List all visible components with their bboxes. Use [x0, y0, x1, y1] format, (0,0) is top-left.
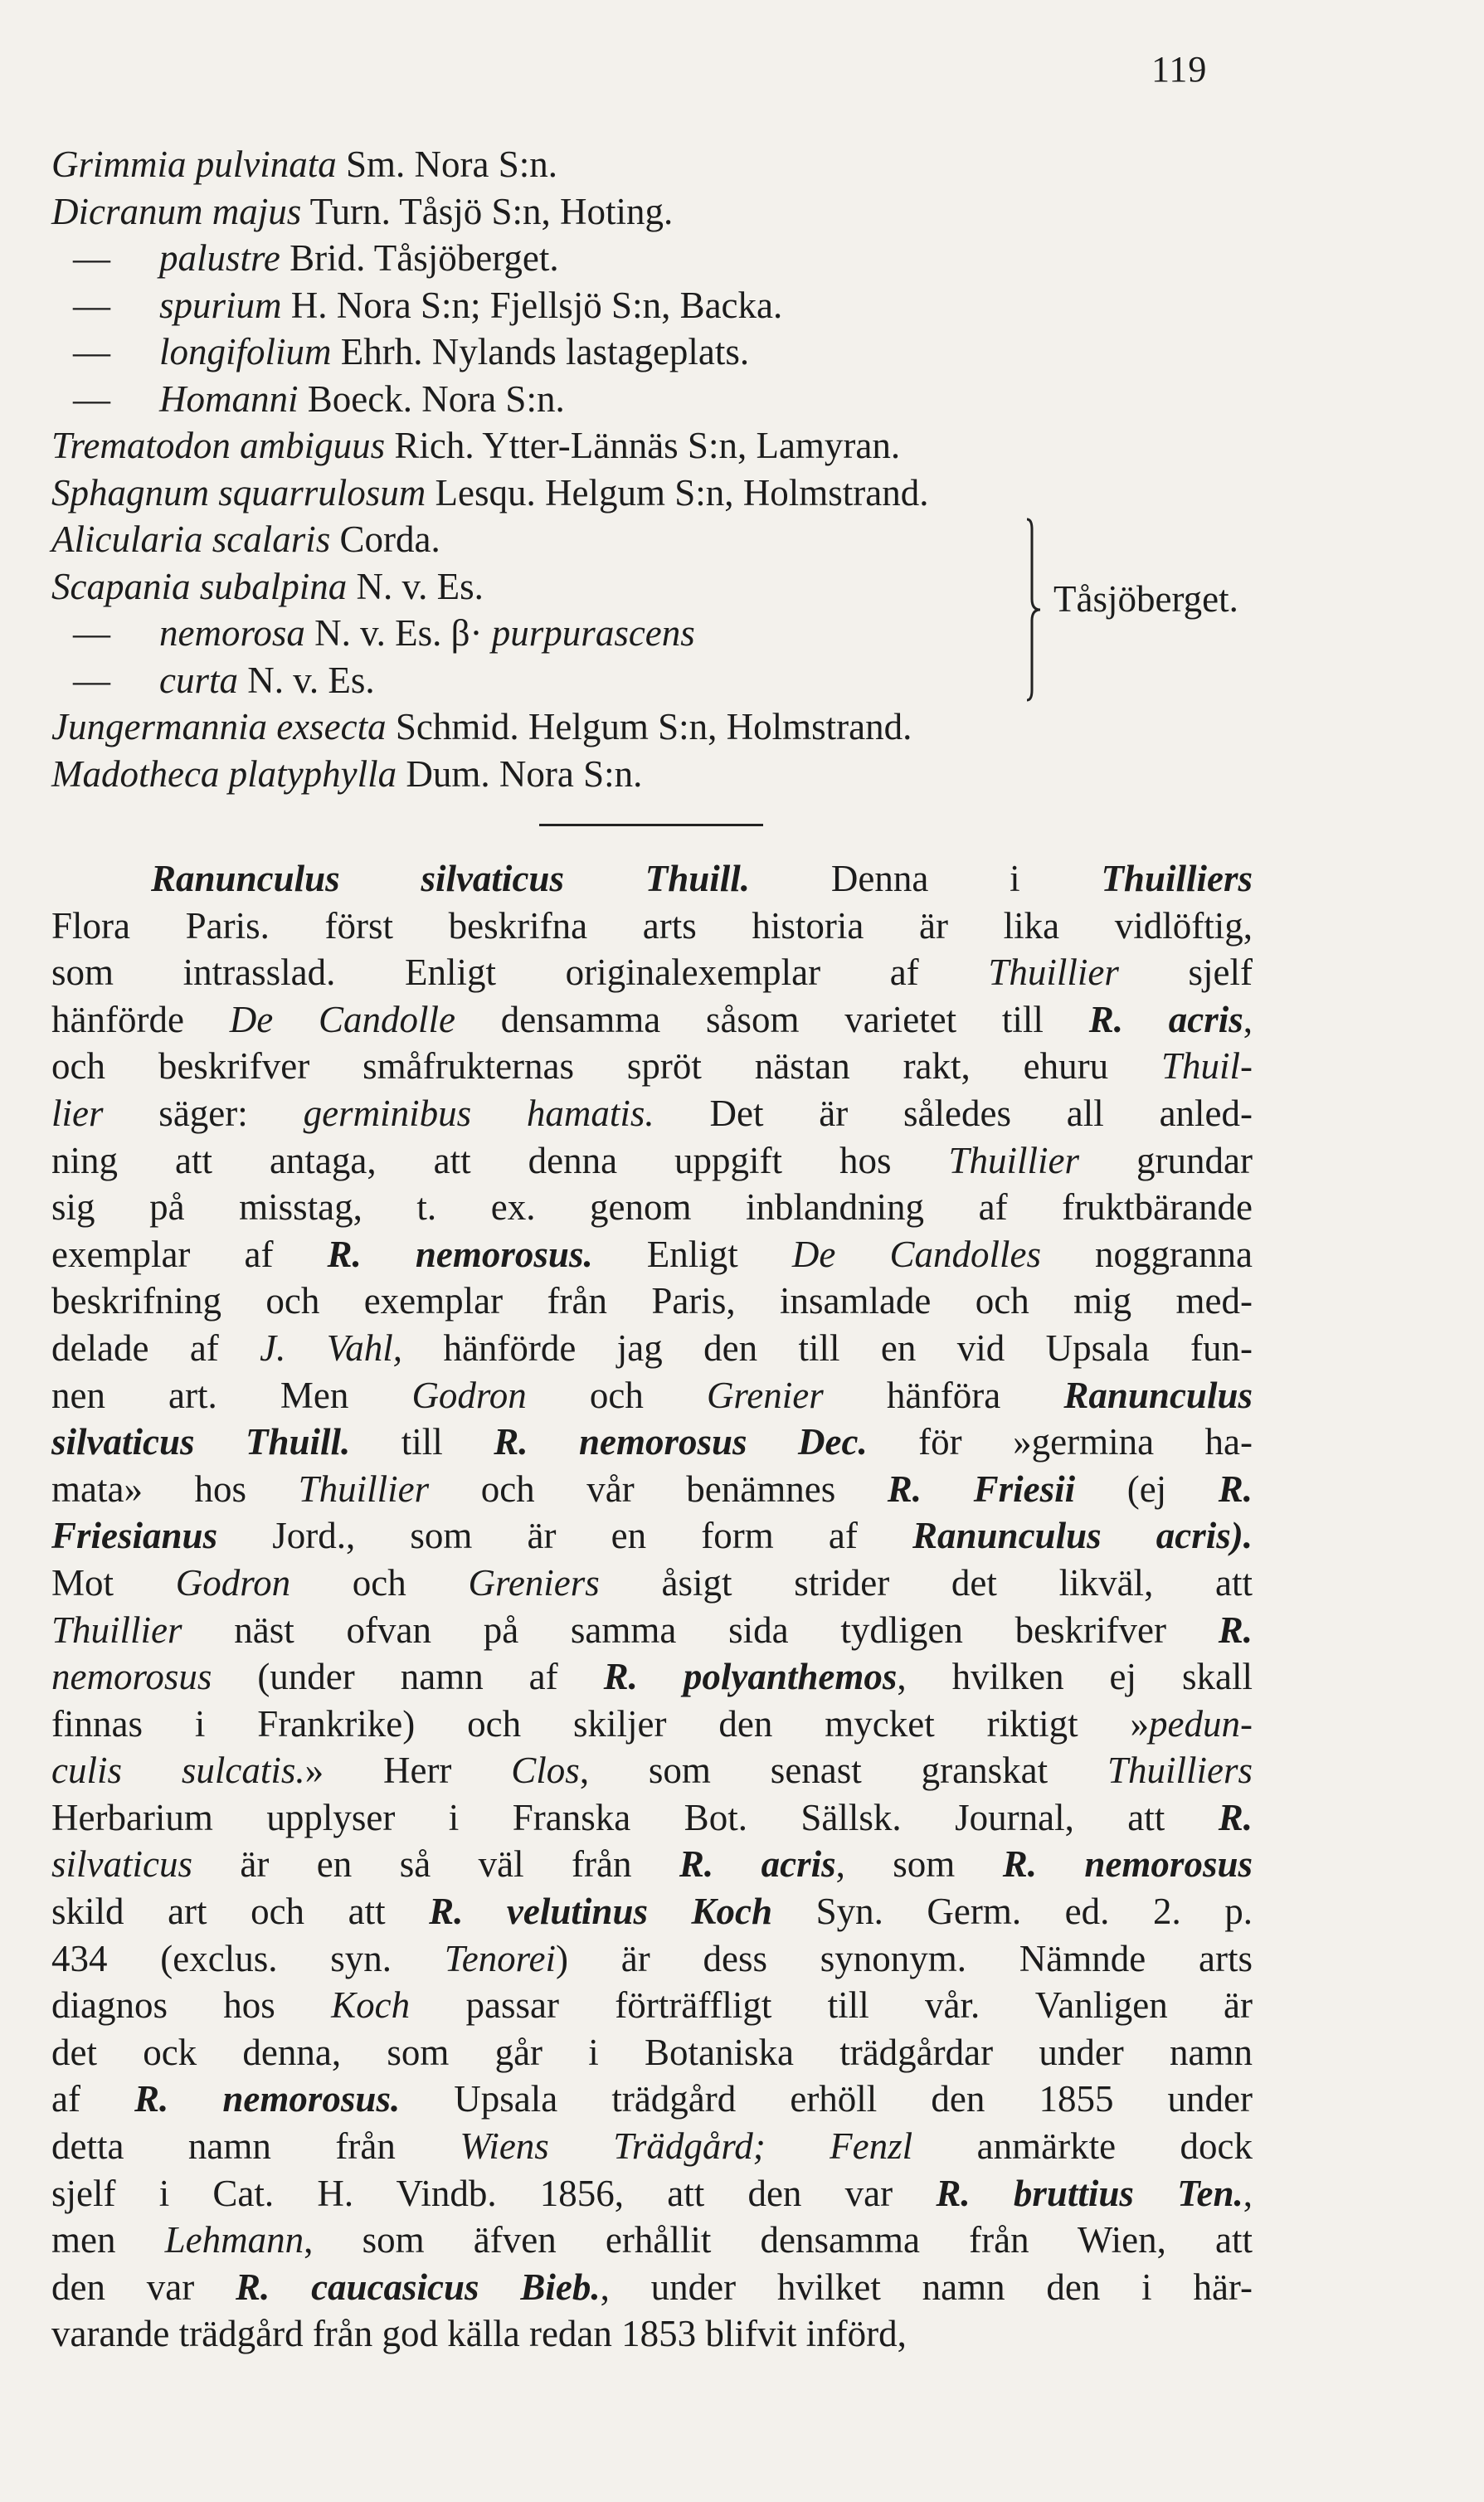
text-run: , [1243, 998, 1253, 1040]
text-run: , som [835, 1843, 1003, 1886]
paragraph-line [51, 2123, 1253, 2170]
species-entry [51, 329, 1345, 376]
text-run: det ock denna, som går i Botaniska trädgårdar under namn [51, 2031, 1253, 2073]
ditto-dash: — [73, 284, 110, 326]
species-name: spurium [159, 284, 282, 326]
text-run: hänförde [51, 998, 230, 1040]
text-run: (ej [1075, 1468, 1219, 1510]
species-detail: Schmid. Helgum S:n, Holmstrand. [386, 706, 912, 747]
italic-run: silvaticus Thuill. [51, 1421, 351, 1463]
text-run: Flora Paris. först beskrifna arts historia är lika vidlöftig, [51, 904, 1253, 947]
text-run: nen art. Men [51, 1374, 412, 1416]
species-entry [51, 610, 1345, 657]
italic-run: Thuillier [948, 1139, 1080, 1181]
species-entry [51, 235, 1345, 282]
paragraph-line [51, 2029, 1253, 2076]
italic-run: Koch [331, 1984, 411, 2027]
italic-run: R. polyanthemos [603, 1656, 898, 1698]
text-run: mata» hos [51, 1468, 299, 1510]
text-run: detta namn från [51, 2125, 460, 2168]
paragraph-line [51, 949, 1253, 996]
text-run: Denna i [750, 858, 1102, 899]
text-run: varande trädgård från god källa redan 1853 blifvit införd, [51, 2313, 907, 2355]
species-entry [51, 282, 1345, 329]
paragraph-line [51, 1794, 1253, 1842]
text-run: exemplar af [51, 1233, 328, 1275]
italic-run: Ranunculus [1063, 1374, 1253, 1416]
species-detail: Rich. Ytter-Lännäs S:n, Lamyran. [385, 425, 901, 466]
text-run: grundar [1079, 1139, 1253, 1181]
text-run: , hvilken ej skall [897, 1656, 1253, 1698]
italic-run: Greniers [468, 1561, 600, 1604]
italic-run: silvaticus [51, 1843, 192, 1886]
text-run: Herbarium upplyser i Franska Bot. Sällsk. Journal, att [51, 1796, 1219, 1838]
paragraph-line [51, 2310, 1253, 2358]
species-detail: Dum. Nora S:n. [397, 752, 643, 795]
italic-run: Ranunculus silvaticus Thuill. [151, 858, 751, 899]
italic-run: Thuillier [51, 1609, 182, 1651]
italic-run: R. velutinus Koch [429, 1891, 773, 1933]
paragraph-line [51, 1560, 1253, 1607]
species-name: longifolium [159, 331, 332, 372]
paragraph-line [51, 1184, 1253, 1231]
text-run: ning att antaga, att denna uppgift hos [51, 1139, 949, 1181]
italic-run: Thuillier [298, 1468, 430, 1510]
species-name: Scapania subalpina [51, 565, 348, 607]
italic-run: R. Friesii [887, 1468, 1076, 1510]
italic-run: R. caucasicus Bieb. [236, 2266, 601, 2308]
italic-run: R. [1218, 1468, 1253, 1510]
paragraph-line [51, 1935, 1253, 1983]
text-run: Jord., som är en form af [217, 1515, 912, 1557]
paragraph-line [51, 1653, 1253, 1701]
paragraph-line [51, 1043, 1253, 1090]
body-paragraph [51, 855, 1253, 2358]
text-run: , som äfven erhållit densamma från Wien, att [304, 2219, 1253, 2261]
text-run: är en så väl från [192, 1843, 679, 1886]
species-variety-marker: β· [450, 612, 492, 654]
paragraph-line [51, 1231, 1253, 1278]
text-run: anmärkte dock [912, 2125, 1253, 2168]
text-run: den var [51, 2266, 236, 2308]
italic-run: lier [51, 1092, 104, 1134]
text-run: och [526, 1374, 707, 1416]
paragraph-line [51, 2076, 1253, 2123]
italic-run: R. nemorosus Dec. [494, 1421, 868, 1463]
species-name: palustre [159, 237, 280, 279]
text-run: ) är dess synonym. Nämnde arts [555, 1937, 1253, 1979]
italic-run: Clos [511, 1750, 580, 1792]
species-name: Grimmia pulvinata [51, 144, 337, 185]
species-name: Alicularia scalaris [51, 518, 331, 560]
text-run: Mot [51, 1561, 176, 1604]
text-run: af [51, 2078, 135, 2120]
ditto-dash: — [73, 659, 110, 701]
text-run: sjelf i Cat. H. Vindb. 1856, att den var [51, 2172, 937, 2214]
paragraph-line [51, 1419, 1253, 1466]
italic-run: Thuillier [988, 952, 1119, 994]
text-run: Det är således all anled- [654, 1092, 1253, 1134]
paragraph-line [51, 2217, 1253, 2264]
paragraph-line [51, 1466, 1253, 1513]
text-run: delade af [51, 1326, 260, 1369]
paragraph-line [51, 903, 1253, 950]
page-number: 119 [1151, 49, 1208, 90]
text-run: hänförde jag den till en vid Upsala fun- [402, 1326, 1253, 1369]
species-detail: H. Nora S:n; Fjellsjö S:n, Backa. [281, 284, 783, 326]
species-entry [51, 563, 1345, 611]
text-run: och [290, 1561, 469, 1604]
species-detail: Lesqu. Helgum S:n, Holmstrand. [426, 471, 929, 514]
species-entry [51, 376, 1345, 423]
text-run: 434 (exclus. syn. [51, 1937, 445, 1979]
species-detail: Turn. Tåsjö S:n, Hoting. [301, 190, 674, 232]
italic-run: pedun- [1149, 1702, 1253, 1745]
italic-run: R. [1218, 1609, 1253, 1651]
grouped-location: Tåsjöberget. [1053, 578, 1238, 620]
species-detail: Ehrh. Nylands lastageplats. [331, 331, 750, 372]
text-run: sjelf [1118, 952, 1253, 994]
species-name: Homanni [159, 377, 299, 420]
text-run: näst ofvan på samma sida tydligen beskrifver [182, 1609, 1219, 1651]
species-list [51, 141, 1345, 797]
italic-run: Tenorei [444, 1937, 556, 1979]
paragraph-line [51, 996, 1253, 1044]
text-run: » Herr [304, 1750, 512, 1792]
italic-run: Godron [411, 1374, 527, 1416]
italic-run: R. nemorosus [1002, 1843, 1253, 1886]
paragraph-line [51, 1841, 1253, 1888]
text-run: , under hvilket namn den i här- [600, 2266, 1253, 2308]
paragraph-line [51, 855, 1253, 903]
italic-run: Lehmann [164, 2219, 304, 2261]
text-run: till [350, 1421, 494, 1463]
text-run: beskrifning och exemplar från Paris, insamlade och mig med- [51, 1280, 1253, 1322]
paragraph-line [51, 1090, 1253, 1137]
paragraph-line [51, 1278, 1253, 1325]
italic-run: germinibus hamatis. [303, 1092, 654, 1134]
italic-run: J. Vahl, [260, 1326, 403, 1369]
species-entry [51, 422, 1345, 470]
species-name: Trematodon ambiguus [51, 425, 386, 466]
paragraph-line [51, 1747, 1253, 1794]
text-run: och beskrifver småfrukternas spröt nästan rakt, ehuru [51, 1045, 1161, 1088]
italic-run: R. bruttius Ten. [936, 2172, 1243, 2214]
ditto-dash: — [73, 331, 110, 372]
paragraph-line [51, 2170, 1253, 2217]
species-name: Jungermannia exsecta [51, 706, 387, 747]
italic-run: Godron [175, 1561, 291, 1604]
species-name: curta [159, 659, 238, 701]
species-detail: Sm. Nora S:n. [336, 144, 558, 185]
italic-run: Thuilliers [1107, 1750, 1253, 1792]
italic-run: Friesianus [51, 1515, 218, 1557]
species-name: Sphagnum squarrulosum [51, 471, 426, 514]
italic-run: De Candolle [229, 998, 455, 1040]
species-entry [51, 657, 1345, 704]
paragraph-line [51, 1512, 1253, 1560]
text-run: Syn. Germ. ed. 2. p. [772, 1891, 1253, 1933]
italic-run: R. [1218, 1796, 1253, 1838]
ditto-dash: — [73, 237, 110, 279]
italic-run: Ranunculus acris). [912, 1515, 1253, 1557]
text-run: men [51, 2219, 165, 2261]
italic-run: Thuil- [1160, 1045, 1253, 1088]
species-name: Madotheca platyphylla [51, 752, 397, 795]
text-run: , [1243, 2172, 1253, 2214]
species-entry [51, 470, 1345, 517]
species-detail: Boeck. Nora S:n. [298, 377, 565, 420]
paragraph-line [51, 1701, 1253, 1748]
paragraph-line [51, 1607, 1253, 1654]
paragraph-line [51, 1137, 1253, 1185]
species-name: nemorosa [159, 612, 305, 654]
text-run: , som senast granskat [579, 1750, 1107, 1792]
text-run: densamma såsom varietet till [455, 998, 1089, 1040]
italic-run: R. acris [679, 1843, 836, 1886]
italic-run: nemorosus [51, 1656, 212, 1698]
italic-run: culis sulcatis. [51, 1750, 305, 1792]
text-run: finnas i Frankrike) och skiljer den mycket riktigt » [51, 1702, 1150, 1745]
species-variety-name: purpurascens [491, 612, 695, 654]
species-detail: Brid. Tåsjöberget. [280, 237, 559, 279]
paragraph-line [51, 1982, 1253, 2029]
italic-run: Wiens Trädgård; Fenzl [460, 2125, 913, 2168]
text-run: passar förträffligt till vår. Vanligen är [410, 1984, 1253, 2027]
italic-run: R. nemorosus. [134, 2078, 401, 2120]
italic-run: De Candolles [791, 1233, 1041, 1275]
paragraph-line [51, 2264, 1253, 2311]
italic-run: Grenier [706, 1374, 824, 1416]
text-run: och vår benämnes [429, 1468, 888, 1510]
species-name: Dicranum majus [51, 190, 302, 232]
text-run: Enligt [592, 1233, 792, 1275]
text-run: Upsala trädgård erhöll den 1855 under [400, 2078, 1253, 2120]
species-detail: Corda. [330, 518, 440, 560]
italic-run: R. nemorosus. [327, 1233, 593, 1275]
ditto-dash: — [73, 612, 110, 654]
paragraph-line [51, 1325, 1253, 1372]
species-detail: N. v. Es. [238, 659, 375, 701]
text-run: säger: [103, 1092, 304, 1134]
text-run: hänföra [823, 1374, 1064, 1416]
text-run: för »germina ha- [867, 1421, 1253, 1463]
paragraph-line [51, 1888, 1253, 1935]
species-entry [51, 141, 1345, 188]
italic-run: Thuilliers [1101, 858, 1253, 899]
text-run: noggranna [1040, 1233, 1253, 1275]
text-run: sig på misstag, t. ex. genom inblandning af fruktbärande [51, 1186, 1253, 1229]
text-run: skild art och att [51, 1891, 430, 1933]
text-run: diagnos hos [51, 1984, 332, 2027]
species-entry [51, 703, 1345, 751]
section-divider [539, 824, 763, 826]
species-detail: N. v. Es. [347, 565, 484, 607]
text-run: (under namn af [212, 1656, 604, 1698]
ditto-dash: — [73, 377, 110, 420]
text-run: åsigt strider det likväl, att [599, 1561, 1253, 1604]
paragraph-line [51, 1372, 1253, 1419]
species-entry [51, 188, 1345, 236]
italic-run: R. acris [1088, 998, 1243, 1040]
species-detail: N. v. Es. [304, 612, 451, 654]
species-entry [51, 751, 1345, 798]
text-run: som intrasslad. Enligt originalexemplar af [51, 952, 989, 994]
